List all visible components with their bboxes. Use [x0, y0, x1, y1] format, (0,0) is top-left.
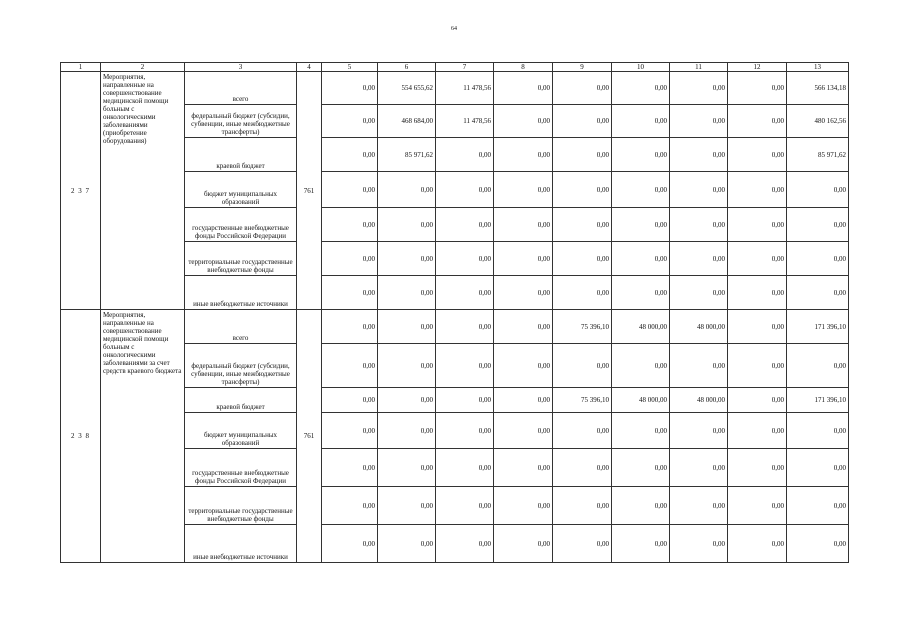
- funding-source: государственные внебюджетные фонды Российской Федерации: [185, 449, 297, 487]
- amount-cell: 0,00: [787, 276, 849, 310]
- amount-cell: 0,00: [787, 208, 849, 242]
- amount-cell: 0,00: [787, 449, 849, 487]
- amount-cell: 0,00: [553, 208, 612, 242]
- page-number: 64: [451, 26, 457, 32]
- amount-cell: 0,00: [670, 487, 728, 525]
- section-description: Мероприятия, направленные на совершенствование медицинской помощи больным с онкологическими заболеваниями (приобретение оборудования): [101, 72, 185, 310]
- header-cell: 3: [185, 63, 297, 72]
- header-cell: 9: [553, 63, 612, 72]
- header-cell: 10: [612, 63, 670, 72]
- amount-cell: 0,00: [378, 525, 436, 563]
- department-code: 761: [297, 72, 322, 310]
- amount-cell: 11 478,56: [436, 72, 494, 105]
- amount-cell: 0,00: [553, 449, 612, 487]
- amount-cell: 554 655,62: [378, 72, 436, 105]
- header-cell: 12: [728, 63, 787, 72]
- funding-source: краевой бюджет: [185, 138, 297, 172]
- amount-cell: 0,00: [728, 525, 787, 563]
- amount-cell: 0,00: [322, 310, 378, 344]
- amount-cell: 0,00: [670, 525, 728, 563]
- budget-table: [60, 62, 849, 563]
- amount-cell: 0,00: [787, 487, 849, 525]
- amount-cell: 0,00: [322, 413, 378, 449]
- table-row: [61, 72, 849, 105]
- amount-cell: 0,00: [378, 310, 436, 344]
- amount-cell: 0,00: [494, 449, 553, 487]
- amount-cell: 0,00: [612, 105, 670, 138]
- amount-cell: 0,00: [787, 525, 849, 563]
- amount-cell: 0,00: [436, 413, 494, 449]
- amount-cell: 0,00: [553, 487, 612, 525]
- amount-cell: 0,00: [436, 276, 494, 310]
- amount-cell: 0,00: [322, 172, 378, 208]
- amount-cell: 0,00: [378, 487, 436, 525]
- amount-cell: 0,00: [728, 388, 787, 413]
- amount-cell: 0,00: [553, 72, 612, 105]
- amount-cell: 0,00: [322, 388, 378, 413]
- funding-source: бюджет муниципальных образований: [185, 172, 297, 208]
- amount-cell: 0,00: [612, 242, 670, 276]
- amount-cell: 0,00: [436, 487, 494, 525]
- amount-cell: 0,00: [322, 525, 378, 563]
- amount-cell: 48 000,00: [670, 388, 728, 413]
- amount-cell: 0,00: [494, 242, 553, 276]
- funding-source: государственные внебюджетные фонды Российской Федерации: [185, 208, 297, 242]
- amount-cell: 0,00: [322, 208, 378, 242]
- amount-cell: 0,00: [612, 413, 670, 449]
- header-cell: 13: [787, 63, 849, 72]
- amount-cell: 566 134,18: [787, 72, 849, 105]
- header-cell: 2: [101, 63, 185, 72]
- table-body: [61, 63, 849, 563]
- amount-cell: 0,00: [494, 138, 553, 172]
- header-cell: 4: [297, 63, 322, 72]
- amount-cell: 0,00: [728, 344, 787, 388]
- amount-cell: 0,00: [553, 242, 612, 276]
- section-description: Мероприятия, направленные на совершенствование медицинской помощи больным с онкологическими заболеваниями за счет средств краевого бюджета: [101, 310, 185, 563]
- amount-cell: 0,00: [494, 276, 553, 310]
- amount-cell: 0,00: [322, 449, 378, 487]
- table-row: [61, 310, 849, 344]
- amount-cell: 85 971,62: [787, 138, 849, 172]
- amount-cell: 0,00: [378, 388, 436, 413]
- amount-cell: 0,00: [728, 276, 787, 310]
- amount-cell: 0,00: [378, 172, 436, 208]
- amount-cell: 0,00: [553, 105, 612, 138]
- amount-cell: 0,00: [787, 344, 849, 388]
- amount-cell: 0,00: [670, 138, 728, 172]
- amount-cell: 0,00: [322, 138, 378, 172]
- amount-cell: 0,00: [378, 344, 436, 388]
- amount-cell: 0,00: [728, 105, 787, 138]
- amount-cell: 0,00: [494, 413, 553, 449]
- amount-cell: 0,00: [612, 208, 670, 242]
- amount-cell: 0,00: [728, 413, 787, 449]
- amount-cell: 0,00: [670, 276, 728, 310]
- amount-cell: 0,00: [494, 388, 553, 413]
- amount-cell: 0,00: [494, 487, 553, 525]
- amount-cell: 0,00: [612, 172, 670, 208]
- amount-cell: 0,00: [436, 208, 494, 242]
- amount-cell: 0,00: [612, 344, 670, 388]
- header-cell: 5: [322, 63, 378, 72]
- amount-cell: 0,00: [612, 72, 670, 105]
- amount-cell: 0,00: [670, 208, 728, 242]
- amount-cell: 0,00: [670, 172, 728, 208]
- amount-cell: 75 396,10: [553, 310, 612, 344]
- funding-source: территориальные государственные внебюджетные фонды: [185, 487, 297, 525]
- amount-cell: 0,00: [378, 449, 436, 487]
- section-number: 2 3 7: [61, 72, 101, 310]
- amount-cell: 0,00: [670, 242, 728, 276]
- header-cell: 11: [670, 63, 728, 72]
- amount-cell: 0,00: [494, 525, 553, 563]
- amount-cell: 171 396,10: [787, 310, 849, 344]
- amount-cell: 0,00: [553, 138, 612, 172]
- amount-cell: 0,00: [553, 276, 612, 310]
- amount-cell: 0,00: [670, 413, 728, 449]
- amount-cell: 0,00: [612, 276, 670, 310]
- amount-cell: 0,00: [436, 525, 494, 563]
- amount-cell: 0,00: [787, 172, 849, 208]
- amount-cell: 75 396,10: [553, 388, 612, 413]
- amount-cell: 0,00: [322, 344, 378, 388]
- amount-cell: 0,00: [436, 172, 494, 208]
- amount-cell: 171 396,10: [787, 388, 849, 413]
- amount-cell: 0,00: [728, 208, 787, 242]
- amount-cell: 0,00: [494, 105, 553, 138]
- department-code: 761: [297, 310, 322, 563]
- amount-cell: 0,00: [436, 388, 494, 413]
- amount-cell: 0,00: [728, 449, 787, 487]
- amount-cell: 0,00: [322, 276, 378, 310]
- amount-cell: 468 684,00: [378, 105, 436, 138]
- section-number: 2 3 8: [61, 310, 101, 563]
- amount-cell: 0,00: [378, 276, 436, 310]
- funding-source: иные внебюджетные источники: [185, 525, 297, 563]
- amount-cell: 0,00: [436, 449, 494, 487]
- amount-cell: 0,00: [322, 105, 378, 138]
- funding-source: федеральный бюджет (субсидии, субвенции, иные межбюджетные трансферты): [185, 344, 297, 388]
- funding-source: всего: [185, 72, 297, 105]
- amount-cell: 0,00: [494, 208, 553, 242]
- amount-cell: 0,00: [787, 413, 849, 449]
- amount-cell: 480 162,56: [787, 105, 849, 138]
- amount-cell: 0,00: [612, 138, 670, 172]
- amount-cell: 0,00: [728, 72, 787, 105]
- amount-cell: 0,00: [728, 242, 787, 276]
- amount-cell: 0,00: [728, 138, 787, 172]
- amount-cell: 0,00: [728, 172, 787, 208]
- amount-cell: 0,00: [494, 172, 553, 208]
- amount-cell: 48 000,00: [612, 310, 670, 344]
- amount-cell: 0,00: [322, 487, 378, 525]
- amount-cell: 0,00: [494, 310, 553, 344]
- amount-cell: 0,00: [670, 449, 728, 487]
- amount-cell: 0,00: [728, 487, 787, 525]
- amount-cell: 0,00: [612, 525, 670, 563]
- amount-cell: 0,00: [553, 172, 612, 208]
- header-cell: 1: [61, 63, 101, 72]
- amount-cell: 85 971,62: [378, 138, 436, 172]
- header-row: [61, 63, 849, 72]
- amount-cell: 0,00: [670, 72, 728, 105]
- amount-cell: 0,00: [378, 208, 436, 242]
- amount-cell: 0,00: [670, 344, 728, 388]
- header-cell: 8: [494, 63, 553, 72]
- amount-cell: 0,00: [494, 72, 553, 105]
- header-cell: 7: [436, 63, 494, 72]
- funding-source: иные внебюджетные источники: [185, 276, 297, 310]
- amount-cell: 0,00: [322, 72, 378, 105]
- amount-cell: 0,00: [436, 344, 494, 388]
- amount-cell: 48 000,00: [612, 388, 670, 413]
- amount-cell: 0,00: [787, 242, 849, 276]
- amount-cell: 0,00: [494, 344, 553, 388]
- funding-source: бюджет муниципальных образований: [185, 413, 297, 449]
- header-cell: 6: [378, 63, 436, 72]
- amount-cell: 0,00: [378, 242, 436, 276]
- amount-cell: 11 478,56: [436, 105, 494, 138]
- amount-cell: 0,00: [436, 310, 494, 344]
- amount-cell: 48 000,00: [670, 310, 728, 344]
- amount-cell: 0,00: [612, 449, 670, 487]
- amount-cell: 0,00: [436, 138, 494, 172]
- amount-cell: 0,00: [728, 310, 787, 344]
- amount-cell: 0,00: [436, 242, 494, 276]
- amount-cell: 0,00: [553, 413, 612, 449]
- amount-cell: 0,00: [553, 344, 612, 388]
- amount-cell: 0,00: [322, 242, 378, 276]
- funding-source: всего: [185, 310, 297, 344]
- funding-source: федеральный бюджет (субсидии, субвенции, иные межбюджетные трансферты): [185, 105, 297, 138]
- amount-cell: 0,00: [553, 525, 612, 563]
- funding-source: краевой бюджет: [185, 388, 297, 413]
- amount-cell: 0,00: [670, 105, 728, 138]
- funding-source: территориальные государственные внебюджетные фонды: [185, 242, 297, 276]
- amount-cell: 0,00: [612, 487, 670, 525]
- amount-cell: 0,00: [378, 413, 436, 449]
